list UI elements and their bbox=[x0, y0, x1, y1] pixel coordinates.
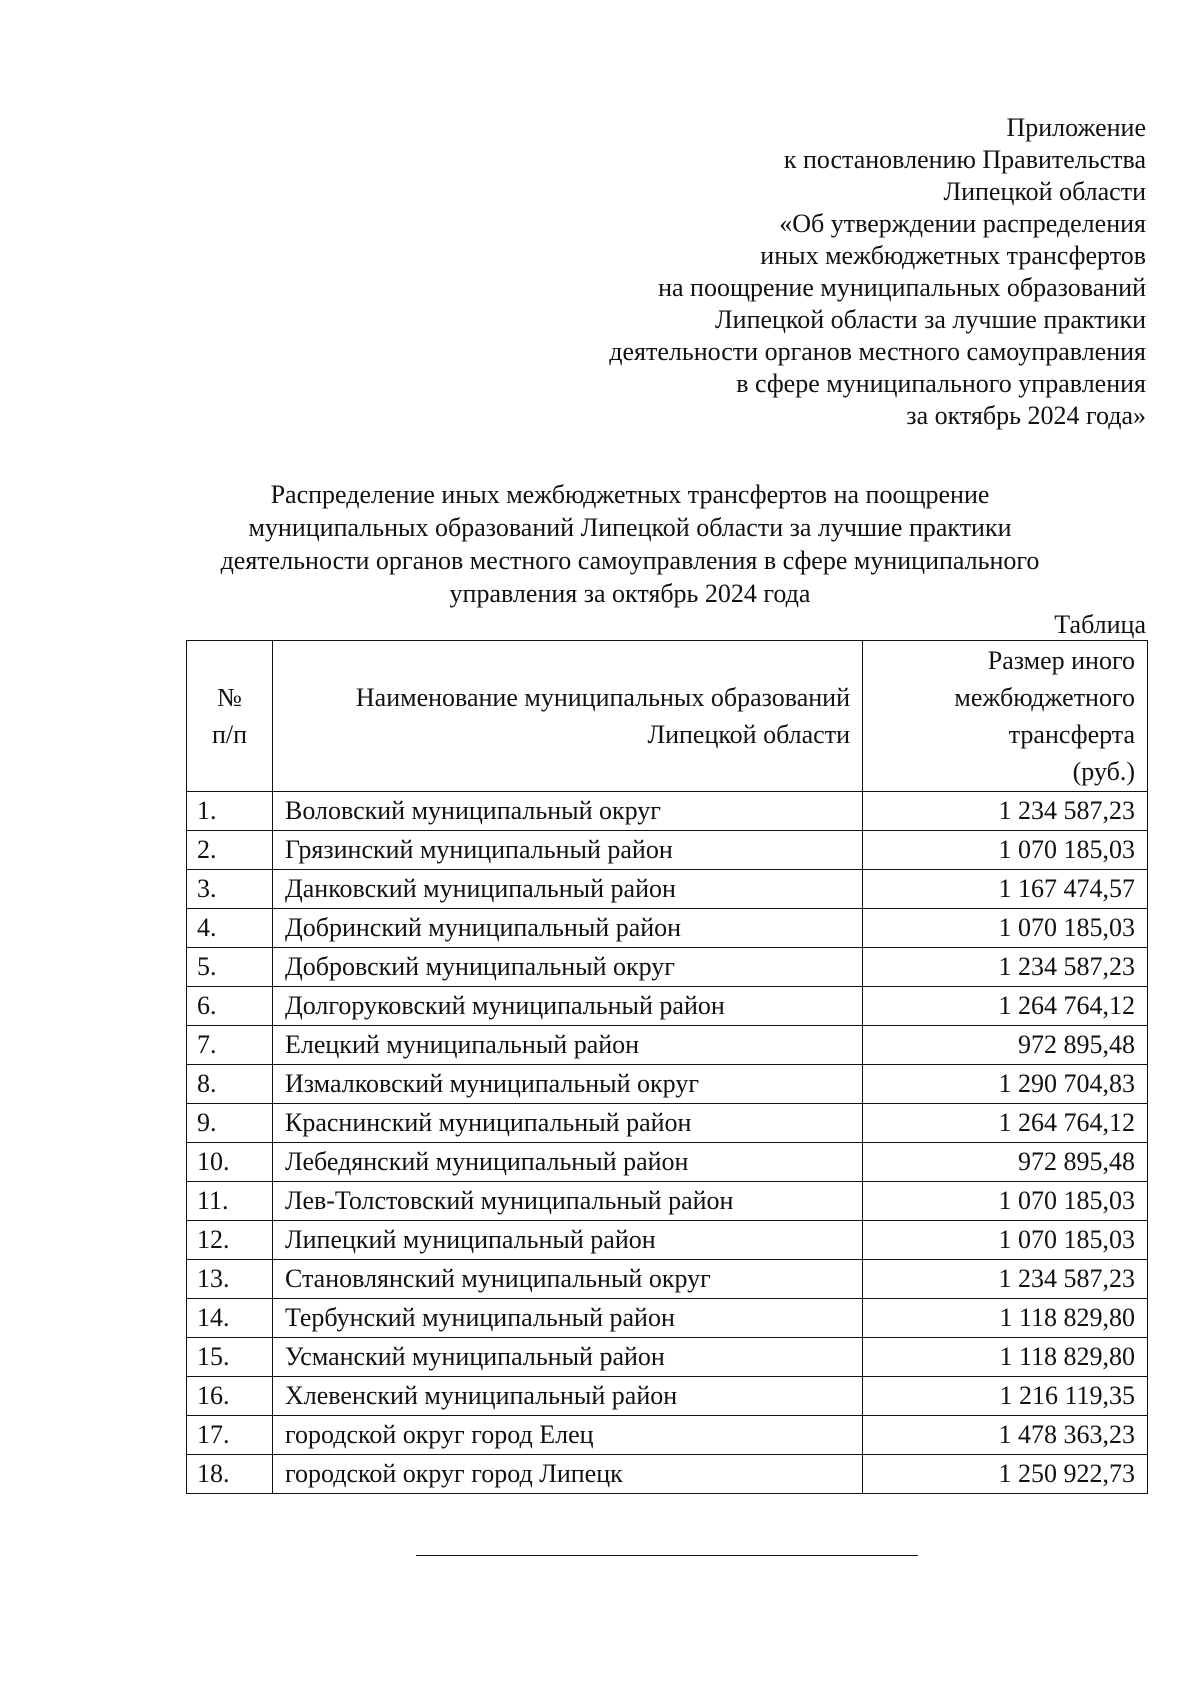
title-line: управления за октябрь 2024 года bbox=[449, 579, 811, 608]
table-body bbox=[187, 792, 1148, 1494]
row-amount: 1 216 119,35 bbox=[863, 1377, 1148, 1416]
appendix-block bbox=[506, 112, 1146, 432]
row-number: 15. bbox=[187, 1338, 273, 1377]
row-number: 9. bbox=[187, 1104, 273, 1143]
row-amount: 1 070 185,03 bbox=[863, 909, 1148, 948]
row-municipality: Измалковский муниципальный округ bbox=[273, 1065, 863, 1104]
title-line: Распределение иных межбюджетных трансфертов на поощрение bbox=[270, 480, 990, 509]
row-amount: 1 118 829,80 bbox=[863, 1338, 1148, 1377]
row-municipality: Лебедянский муниципальный район bbox=[273, 1143, 863, 1182]
table-row bbox=[187, 948, 1148, 987]
appendix-line: Приложение bbox=[1006, 113, 1146, 142]
row-amount: 1 167 474,57 bbox=[863, 870, 1148, 909]
bottom-divider bbox=[416, 1555, 918, 1556]
row-number: 7. bbox=[187, 1026, 273, 1065]
row-municipality: Добровский муниципальный округ bbox=[273, 948, 863, 987]
table-row bbox=[187, 1026, 1148, 1065]
row-municipality: Грязинский муниципальный район bbox=[273, 831, 863, 870]
table-row bbox=[187, 1104, 1148, 1143]
table-row bbox=[187, 909, 1148, 948]
row-municipality: Усманский муниципальный район bbox=[273, 1338, 863, 1377]
table-row bbox=[187, 831, 1148, 870]
row-municipality: Данковский муниципальный район bbox=[273, 870, 863, 909]
table-row bbox=[187, 1338, 1148, 1377]
title-line: деятельности органов местного самоуправления в сфере муниципального bbox=[220, 546, 1040, 575]
table-row bbox=[187, 1455, 1148, 1494]
table-row bbox=[187, 1065, 1148, 1104]
table-row bbox=[187, 987, 1148, 1026]
appendix-line: Липецкой области bbox=[943, 177, 1146, 206]
transfers-table bbox=[186, 640, 1148, 1494]
document-title bbox=[190, 478, 1070, 610]
row-amount: 1 264 764,12 bbox=[863, 1104, 1148, 1143]
appendix-line: Липецкой области за лучшие практики bbox=[715, 305, 1146, 334]
appendix-line: на поощрение муниципальных образований bbox=[658, 273, 1146, 302]
row-amount: 1 118 829,80 bbox=[863, 1299, 1148, 1338]
row-municipality: Хлевенский муниципальный район bbox=[273, 1377, 863, 1416]
row-amount: 1 070 185,03 bbox=[863, 831, 1148, 870]
row-municipality: Воловский муниципальный округ bbox=[273, 792, 863, 831]
table-row bbox=[187, 1260, 1148, 1299]
row-number: 17. bbox=[187, 1416, 273, 1455]
table-row bbox=[187, 1221, 1148, 1260]
row-amount: 1 290 704,83 bbox=[863, 1065, 1148, 1104]
row-municipality: Долгоруковский муниципальный район bbox=[273, 987, 863, 1026]
row-municipality: Добринский муниципальный район bbox=[273, 909, 863, 948]
title-line: муниципальных образований Липецкой области за лучшие практики bbox=[248, 513, 1012, 542]
header-amount: Размер иного межбюджетного трансферта (руб.) bbox=[863, 641, 1148, 792]
row-number: 8. bbox=[187, 1065, 273, 1104]
row-amount: 972 895,48 bbox=[863, 1143, 1148, 1182]
row-number: 10. bbox=[187, 1143, 273, 1182]
appendix-line: к постановлению Правительства bbox=[783, 145, 1146, 174]
row-municipality: Лев-Толстовский муниципальный район bbox=[273, 1182, 863, 1221]
row-municipality: городской округ город Липецк bbox=[273, 1455, 863, 1494]
row-municipality: Становлянский муниципальный округ bbox=[273, 1260, 863, 1299]
row-number: 11. bbox=[187, 1182, 273, 1221]
appendix-line: иных межбюджетных трансфертов bbox=[760, 241, 1146, 270]
table-caption: Таблица bbox=[1054, 610, 1146, 639]
header-name: Наименование муниципальных образований Липецкой области bbox=[273, 641, 863, 792]
table-row bbox=[187, 1299, 1148, 1338]
table-row bbox=[187, 1377, 1148, 1416]
appendix-line: «Об утверждении распределения bbox=[779, 209, 1146, 238]
table-row bbox=[187, 1416, 1148, 1455]
row-number: 14. bbox=[187, 1299, 273, 1338]
table-row bbox=[187, 1182, 1148, 1221]
row-amount: 1 070 185,03 bbox=[863, 1182, 1148, 1221]
row-amount: 1 234 587,23 bbox=[863, 792, 1148, 831]
header-number: № п/п bbox=[187, 641, 273, 792]
row-amount: 972 895,48 bbox=[863, 1026, 1148, 1065]
row-number: 13. bbox=[187, 1260, 273, 1299]
table-header-row bbox=[187, 641, 1148, 792]
row-number: 1. bbox=[187, 792, 273, 831]
row-municipality: Краснинский муниципальный район bbox=[273, 1104, 863, 1143]
row-number: 18. bbox=[187, 1455, 273, 1494]
row-number: 16. bbox=[187, 1377, 273, 1416]
table-row bbox=[187, 792, 1148, 831]
row-amount: 1 264 764,12 bbox=[863, 987, 1148, 1026]
appendix-line: деятельности органов местного самоуправления bbox=[609, 337, 1146, 366]
row-municipality: городской округ город Елец bbox=[273, 1416, 863, 1455]
row-number: 5. bbox=[187, 948, 273, 987]
table-row bbox=[187, 870, 1148, 909]
appendix-line: в сфере муниципального управления bbox=[736, 369, 1146, 398]
row-municipality: Елецкий муниципальный район bbox=[273, 1026, 863, 1065]
row-number: 2. bbox=[187, 831, 273, 870]
row-number: 12. bbox=[187, 1221, 273, 1260]
row-number: 6. bbox=[187, 987, 273, 1026]
row-number: 3. bbox=[187, 870, 273, 909]
row-municipality: Липецкий муниципальный район bbox=[273, 1221, 863, 1260]
row-municipality: Тербунский муниципальный район bbox=[273, 1299, 863, 1338]
row-amount: 1 234 587,23 bbox=[863, 1260, 1148, 1299]
row-amount: 1 070 185,03 bbox=[863, 1221, 1148, 1260]
row-number: 4. bbox=[187, 909, 273, 948]
appendix-line: за октябрь 2024 года» bbox=[906, 401, 1146, 430]
row-amount: 1 478 363,23 bbox=[863, 1416, 1148, 1455]
table-row bbox=[187, 1143, 1148, 1182]
row-amount: 1 250 922,73 bbox=[863, 1455, 1148, 1494]
row-amount: 1 234 587,23 bbox=[863, 948, 1148, 987]
